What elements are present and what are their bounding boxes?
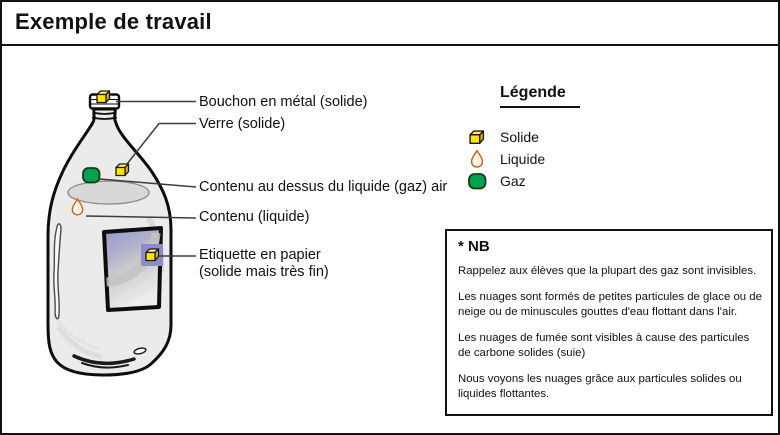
solid-cube-icon [464, 130, 490, 145]
bottle-illustration [30, 77, 200, 417]
legend-row-solide [464, 126, 545, 148]
callout-etiquette-line2: (solide mais très fin) [199, 264, 329, 280]
solid-cube-icon [146, 249, 159, 261]
legend [500, 84, 580, 108]
legend-row-liquide [464, 148, 545, 170]
solid-cube-icon [116, 164, 129, 176]
legend-label: Solide [500, 129, 539, 145]
nb-paragraph: Nous voyons les nuages grâce aux particules solides ou liquides flottantes. [458, 373, 742, 400]
nb-note-box [445, 229, 773, 416]
liquid-drop-icon [464, 150, 490, 168]
nb-paragraph: Les nuages sont formés de petites particules de glace ou de neige ou de minuscules gouttes d'eau flottant dans l'air. [458, 291, 762, 318]
legend-items [464, 126, 545, 192]
legend-label: Gaz [500, 173, 526, 189]
legend-row-gaz [464, 170, 545, 192]
page-title: Exemple de travail [15, 9, 212, 34]
legend-heading: Légende [500, 84, 580, 108]
callout-liquide: Contenu (liquide) [199, 209, 310, 225]
callout-bouchon: Bouchon en métal (solide) [199, 94, 368, 110]
callout-gaz: Contenu au dessus du liquide (gaz) air [199, 179, 448, 195]
liquid-surface [68, 181, 149, 204]
page-header [2, 2, 778, 46]
nb-paragraph: Rappelez aux élèves que la plupart des gaz sont invisibles. [458, 265, 757, 277]
legend-label: Liquide [500, 151, 546, 167]
callout-etiquette-line1: Etiquette en papier [199, 247, 321, 263]
callout-verre: Verre (solide) [199, 116, 286, 132]
solid-cube-icon [97, 91, 110, 103]
gas-blob-icon [464, 173, 490, 190]
callout-etiquette [199, 247, 389, 281]
nb-paragraph: Les nuages de fumée sont visibles à cause des particules de carbone solides (suie) [458, 332, 750, 359]
nb-heading: * NB [458, 238, 490, 255]
gas-blob-icon [83, 168, 100, 183]
